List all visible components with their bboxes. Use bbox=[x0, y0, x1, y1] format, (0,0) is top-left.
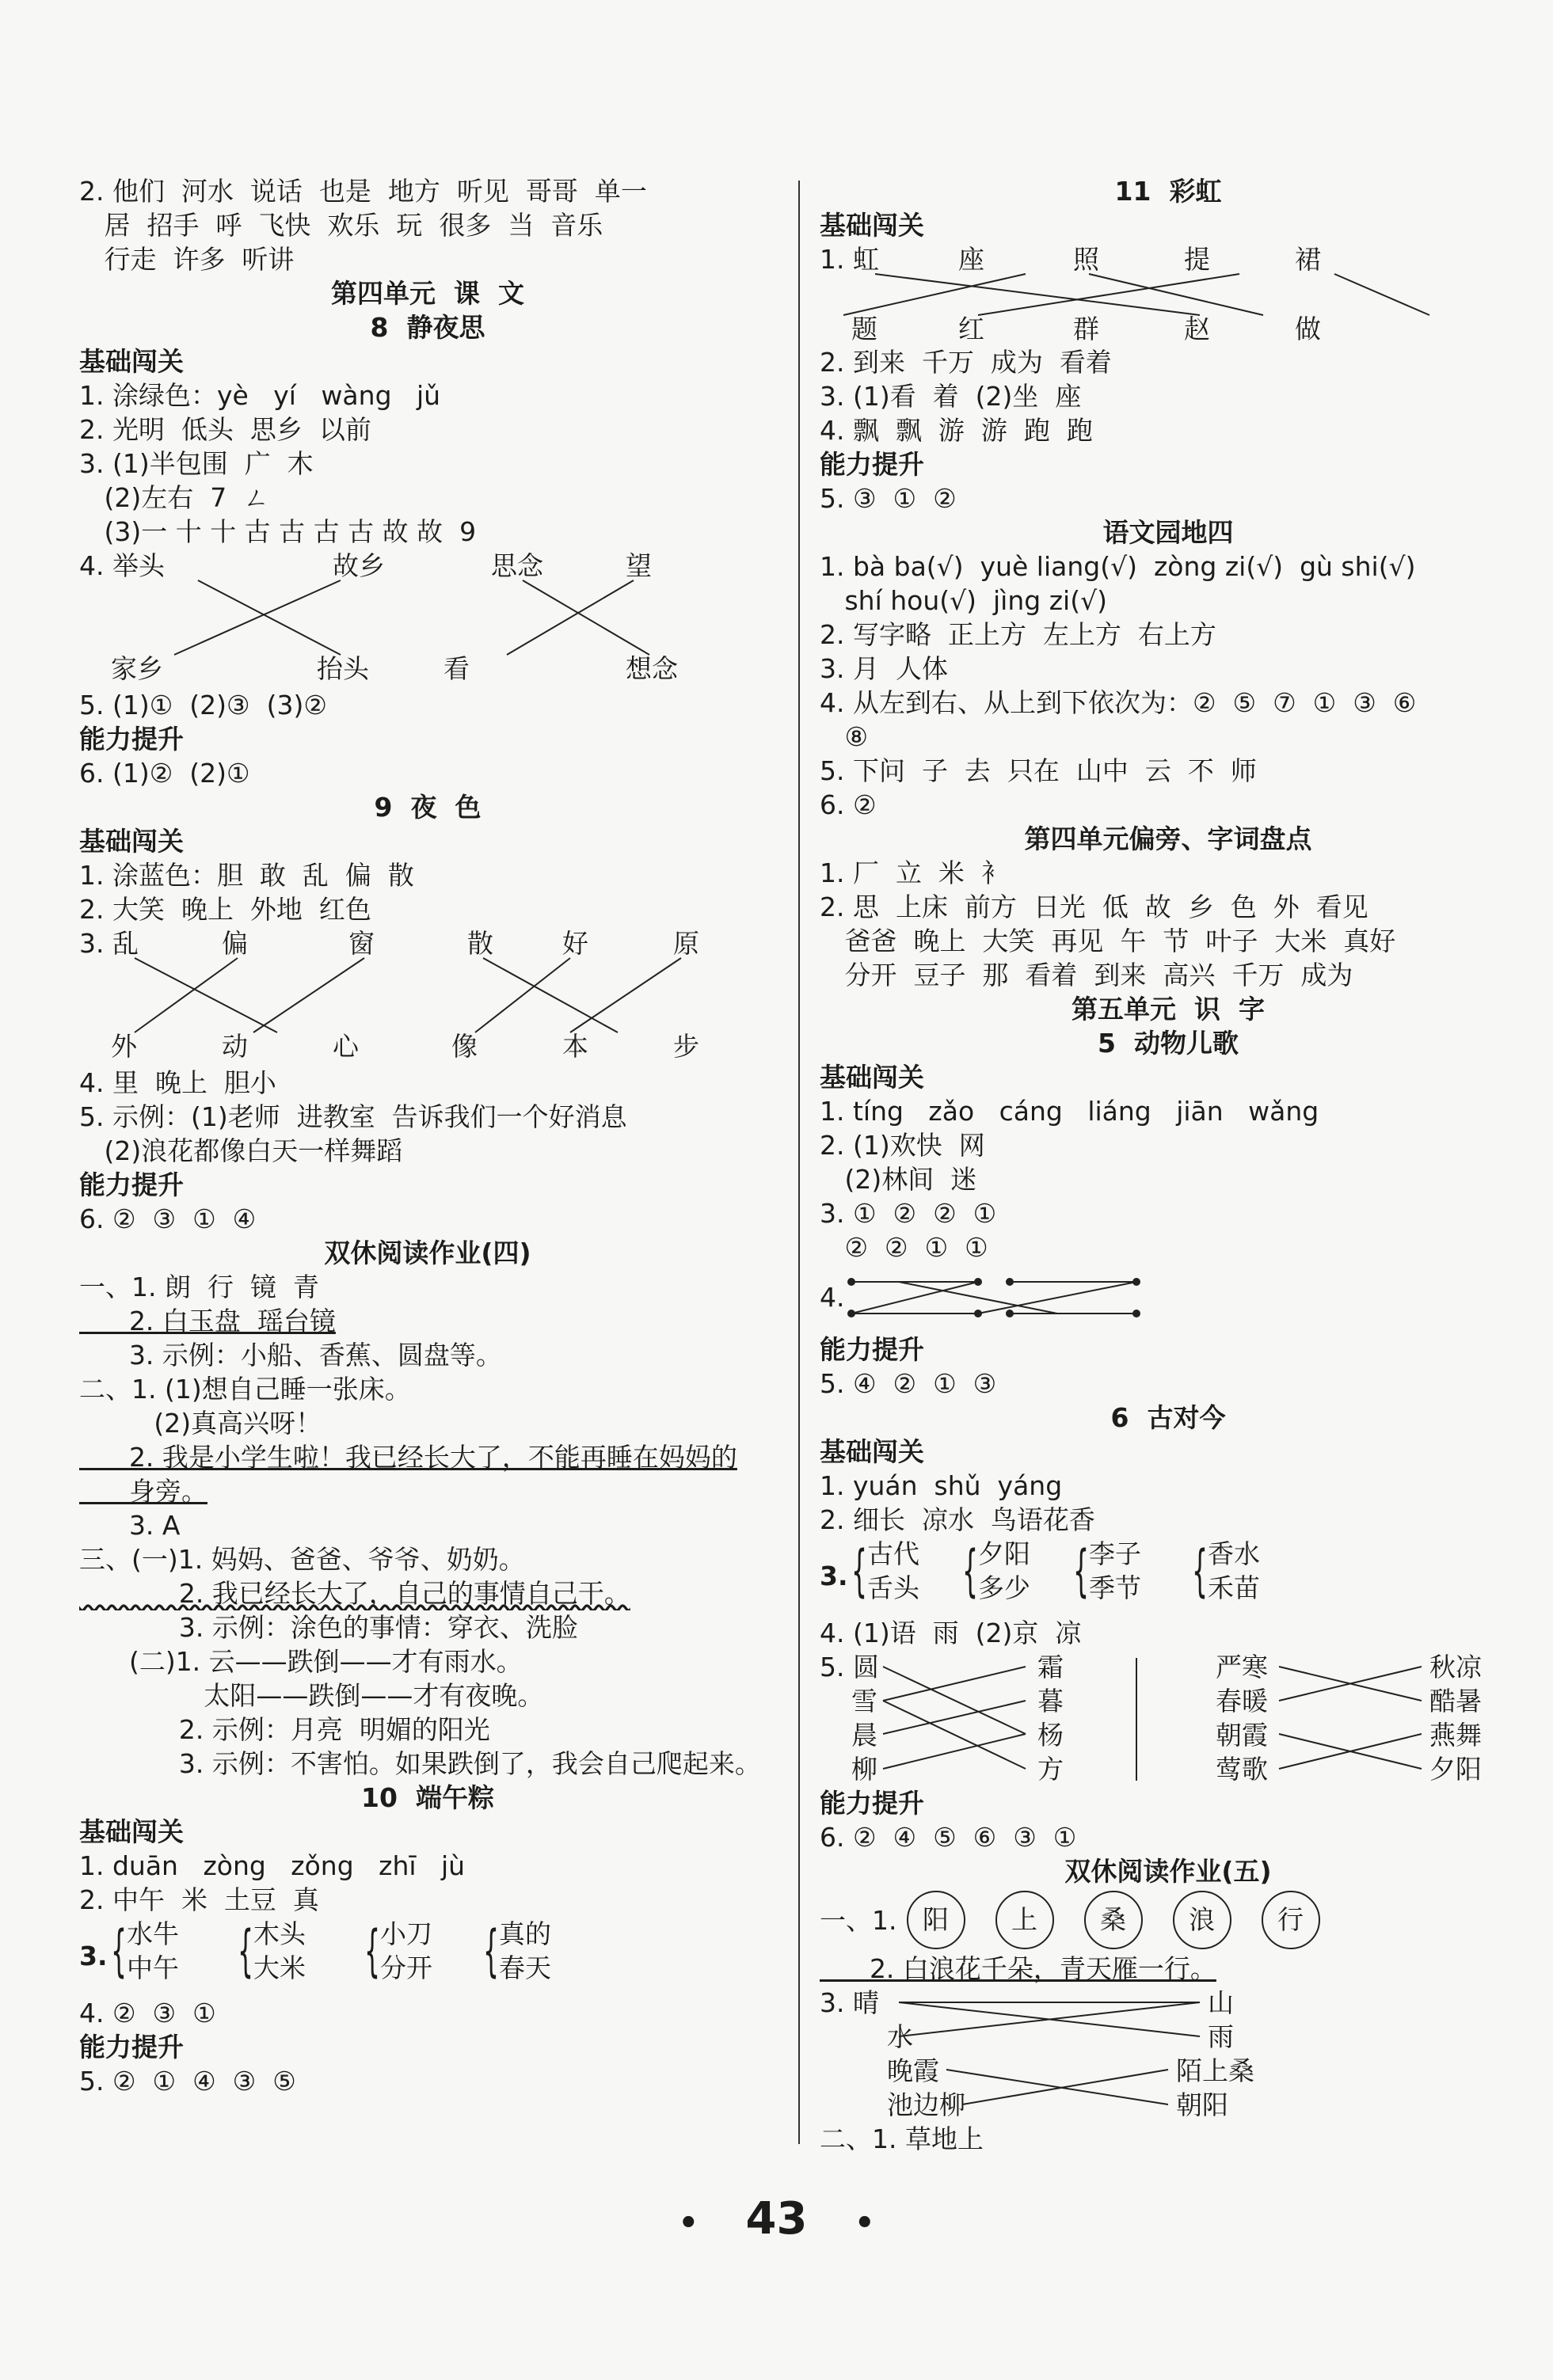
match-word: 照 bbox=[1073, 244, 1099, 275]
text-line: 3. 示例：不害怕。如果跌倒了，我会自己爬起来。 bbox=[79, 1748, 761, 1779]
text-line: 4. (1)语 雨 (2)京 凉 bbox=[820, 1618, 1082, 1648]
text-line: 3. 月 人体 bbox=[820, 653, 948, 684]
section-title: 语文园地四 bbox=[1102, 517, 1234, 548]
dot-matching bbox=[820, 1264, 1517, 1333]
text-line: (2)真高兴呀！ bbox=[79, 1408, 322, 1439]
match-word: 水 bbox=[887, 2021, 913, 2052]
matching-exercise bbox=[79, 926, 776, 1066]
text-line: 4. 里 晚上 胆小 bbox=[79, 1067, 276, 1098]
text-line: 2. 到来 千万 成为 看着 bbox=[820, 347, 1112, 378]
text-line: 2. 细长 凉水 鸟语花香 bbox=[820, 1504, 1095, 1535]
lesson-title: 5 动物儿歌 bbox=[1098, 1028, 1239, 1059]
match-word: 抬头 bbox=[317, 653, 369, 684]
match-word: 严寒 bbox=[1216, 1652, 1268, 1682]
match-word: 5. 圆 bbox=[820, 1652, 879, 1682]
text-line: 1. 涂蓝色：胆 敢 乱 偏 散 bbox=[79, 860, 414, 891]
text-line: 2. 白玉盘 瑶台镜 bbox=[79, 1306, 336, 1336]
page-number: 43 bbox=[745, 2193, 808, 2245]
text-line: 2. 我已经长大了，自己的事情自己干。 bbox=[79, 1578, 630, 1609]
match-word: 原 bbox=[673, 928, 699, 959]
section-title: 双休阅读作业(五) bbox=[1064, 1856, 1272, 1887]
text-line: 2. 白浪花千朵，青天雁一行。 bbox=[820, 1953, 1216, 1984]
match-word: 晚霞 bbox=[887, 2055, 939, 2086]
match-word: 故乡 bbox=[333, 550, 385, 581]
text-line: 身旁。 bbox=[79, 1476, 207, 1507]
bullet-dot: • bbox=[678, 2205, 699, 2241]
text-line: ② ② ① ① bbox=[820, 1232, 988, 1263]
matching-exercise bbox=[79, 549, 776, 688]
match-word: 思念 bbox=[491, 550, 543, 581]
circled-char: 浪 bbox=[1173, 1891, 1231, 1949]
match-word: 山 bbox=[1208, 1987, 1234, 2018]
text-line: 6. ② ④ ⑤ ⑥ ③ ① bbox=[820, 1822, 1077, 1853]
match-word: 酷暑 bbox=[1429, 1686, 1482, 1717]
match-word: 方 bbox=[1037, 1754, 1064, 1785]
match-word: 晨 bbox=[851, 1720, 877, 1751]
match-word: 提 bbox=[1184, 244, 1210, 275]
match-word: 3. 晴 bbox=[820, 1987, 879, 2018]
text-line: 2. 示例：月亮 明媚的阳光 bbox=[79, 1714, 490, 1745]
match-word: 看 bbox=[443, 653, 470, 684]
lesson-title: 9 夜 色 bbox=[374, 792, 482, 823]
text-line: 二、1. 草地上 bbox=[820, 2123, 984, 2154]
text-line: 2. 我是小学生啦！我已经长大了，不能再睡在妈妈的 bbox=[79, 1442, 737, 1473]
word-group: { 香水 禾苗 bbox=[1192, 1537, 1260, 1605]
text-line: 3. 示例：涂色的事情：穿衣、洗脸 bbox=[79, 1612, 578, 1643]
text-line: 6. ② ③ ① ④ bbox=[79, 1203, 257, 1234]
text-line: (二)1. 云——跌倒——才有雨水。 bbox=[79, 1646, 523, 1677]
page-number-footer bbox=[0, 2193, 1553, 2245]
text-line: 三、(一)1. 妈妈、爸爸、爷爷、奶奶。 bbox=[79, 1544, 525, 1575]
text-line: 6. ② bbox=[820, 789, 877, 820]
text-line: 1. 涂绿色：yè yí wàng jǔ bbox=[79, 380, 441, 411]
word-group: { 古代 舌头 bbox=[851, 1537, 919, 1605]
match-word: 想念 bbox=[626, 653, 678, 684]
match-word: 做 bbox=[1295, 314, 1321, 344]
text-line: 行走 许多 听讲 bbox=[79, 244, 295, 275]
text-line: 2. 大笑 晚上 外地 红色 bbox=[79, 894, 371, 925]
word-group: { 小刀 分开 bbox=[364, 1917, 432, 1985]
match-word: 秋凉 bbox=[1429, 1652, 1482, 1682]
lesson-title: 11 彩虹 bbox=[1114, 176, 1222, 207]
matching-lines bbox=[79, 926, 776, 1066]
match-word: 杨 bbox=[1037, 1720, 1064, 1751]
word-group: { 李子 季节 bbox=[1073, 1537, 1141, 1605]
text-line: 5. 示例：(1)老师 进教室 告诉我们一个好消息 bbox=[79, 1101, 627, 1132]
match-word: 柳 bbox=[851, 1754, 877, 1785]
text-line: 4. 飘 飘 游 游 跑 跑 bbox=[820, 415, 1093, 446]
text-line: 3. ① ② ② ① bbox=[820, 1198, 997, 1229]
matching-exercise bbox=[820, 1650, 1517, 1786]
text-line: 分开 豆子 那 看着 到来 高兴 千万 成为 bbox=[820, 960, 1353, 990]
text-line: 1. yuán shǔ yáng bbox=[820, 1470, 1063, 1501]
word-groups: 3. { 水牛 中午 { 木头 大米 { 小刀 分开 { 真的 春天 bbox=[79, 1917, 776, 1996]
word-groups: 3. { 古代 舌头 { 夕阳 多少 { 李子 季节 { 香水 禾苗 bbox=[820, 1537, 1517, 1616]
match-word: 莺歌 bbox=[1216, 1754, 1268, 1785]
text-line: 3. (1)看 着 (2)坐 座 bbox=[820, 381, 1082, 412]
match-word: 朝霞 bbox=[1216, 1720, 1268, 1751]
section-heading: 基础闯关 bbox=[820, 1062, 924, 1093]
match-word: 雨 bbox=[1208, 2021, 1234, 2052]
word-group: { 水牛 中午 bbox=[111, 1917, 179, 1985]
text-line: 5. ③ ① ② bbox=[820, 483, 957, 514]
match-word: 红 bbox=[958, 314, 984, 344]
text-line: 2. (1)欢快 网 bbox=[820, 1130, 985, 1161]
section-heading: 能力提升 bbox=[79, 2032, 184, 2063]
match-word: 心 bbox=[333, 1031, 359, 1062]
match-word: 燕舞 bbox=[1429, 1720, 1482, 1751]
text-line: 太阳——跌倒——才有夜晚。 bbox=[79, 1680, 544, 1711]
text-line: 3. 示例：小船、香蕉、圆盘等。 bbox=[79, 1340, 502, 1371]
circled-char: 行 bbox=[1262, 1891, 1320, 1949]
text-line: 4. ② ③ ① bbox=[79, 1998, 216, 2028]
column-divider bbox=[798, 181, 800, 2144]
match-word: 家乡 bbox=[111, 653, 163, 684]
text-line: 2. 思 上床 前方 日光 低 故 乡 色 外 看见 bbox=[820, 892, 1368, 922]
matching-lines bbox=[820, 1650, 1517, 1786]
match-word: 暮 bbox=[1037, 1686, 1064, 1717]
match-word: 陌上桑 bbox=[1176, 2055, 1254, 2086]
section-heading: 能力提升 bbox=[820, 1788, 924, 1819]
circled-char: 上 bbox=[995, 1891, 1054, 1949]
section-heading: 基础闯关 bbox=[79, 1816, 184, 1847]
match-word: 题 bbox=[851, 314, 877, 344]
text-line: 一、1. 朗 行 镜 青 bbox=[79, 1272, 319, 1302]
text-line: 2. 写字略 正上方 左上方 右上方 bbox=[820, 619, 1216, 650]
match-word: 座 bbox=[958, 244, 984, 275]
text-line: 5. ④ ② ① ③ bbox=[820, 1368, 997, 1399]
text-line: (2)林间 迷 bbox=[820, 1164, 977, 1195]
text-line: 6. (1)② (2)① bbox=[79, 758, 250, 789]
match-word: 望 bbox=[626, 550, 652, 581]
section-title: 双休阅读作业(四) bbox=[324, 1238, 531, 1268]
text-line: ⑧ bbox=[820, 721, 869, 752]
match-word: 朝阳 bbox=[1176, 2089, 1228, 2120]
matching-exercise bbox=[820, 1986, 1517, 2122]
match-word: 散 bbox=[467, 928, 493, 959]
section-heading: 基础闯关 bbox=[820, 210, 924, 241]
text-line: 1. duān zòng zǒng zhī jù bbox=[79, 1850, 466, 1881]
section-title: 第四单元偏旁、字词盘点 bbox=[1024, 823, 1312, 854]
word-group: { 木头 大米 bbox=[238, 1917, 306, 1985]
match-word: 3. 乱 bbox=[79, 928, 139, 959]
bullet-dot: • bbox=[854, 2205, 875, 2241]
section-heading: 基础闯关 bbox=[79, 826, 184, 857]
matching-lines bbox=[820, 242, 1517, 345]
text-line: 1. tíng zǎo cáng liáng jiān wǎng bbox=[820, 1096, 1319, 1127]
match-word: 雪 bbox=[851, 1686, 877, 1717]
text-line: (3)一 十 十 古 古 古 古 故 故 9 bbox=[79, 516, 477, 547]
match-word: 动 bbox=[222, 1031, 248, 1062]
section-heading: 基础闯关 bbox=[79, 346, 184, 377]
text-line: 3. (1)半包围 广 木 bbox=[79, 448, 314, 479]
match-word: 霜 bbox=[1037, 1652, 1064, 1682]
text-line: 4. 从左到右、从上到下依次为：② ⑤ ⑦ ① ③ ⑥ bbox=[820, 687, 1417, 718]
match-word: 4. 举头 bbox=[79, 550, 165, 581]
circled-characters: 一、1. 阳 上 桑 浪 行 bbox=[820, 1888, 1517, 1952]
match-word: 赵 bbox=[1184, 314, 1210, 344]
match-word: 裙 bbox=[1295, 244, 1321, 275]
lesson-title: 8 静夜思 bbox=[370, 312, 485, 343]
text-line: 爸爸 晚上 大笑 再见 午 节 叶子 大米 真好 bbox=[820, 926, 1396, 956]
match-word: 夕阳 bbox=[1429, 1754, 1482, 1785]
section-heading: 能力提升 bbox=[820, 1334, 924, 1365]
match-word: 春暖 bbox=[1216, 1686, 1268, 1717]
text-line: 3. A bbox=[79, 1510, 181, 1541]
text-line: 居 招手 呼 飞快 欢乐 玩 很多 当 音乐 bbox=[79, 210, 603, 241]
match-word: 好 bbox=[562, 928, 588, 959]
section-heading: 能力提升 bbox=[79, 724, 184, 755]
right-column bbox=[820, 174, 1517, 2156]
text-line: 1. 厂 立 米 衤 bbox=[820, 857, 1007, 888]
circled-char: 桑 bbox=[1084, 1891, 1143, 1949]
text-line: 5. 下问 子 去 只在 山中 云 不 师 bbox=[820, 755, 1257, 786]
match-word: 像 bbox=[451, 1031, 478, 1062]
lesson-title: 10 端午粽 bbox=[361, 1782, 494, 1813]
text-line: 二、1. (1)想自己睡一张床。 bbox=[79, 1374, 411, 1405]
word-group: { 真的 春天 bbox=[483, 1917, 551, 1985]
left-column bbox=[79, 174, 776, 2098]
text-line: 2. 中午 米 土豆 真 bbox=[79, 1884, 319, 1915]
text-line: (2)浪花都像白天一样舞蹈 bbox=[79, 1135, 403, 1166]
section-heading: 能力提升 bbox=[820, 449, 924, 480]
text-line: 2. 他们 河水 说话 也是 地方 听见 哥哥 单一 bbox=[79, 176, 647, 207]
match-word: 步 bbox=[673, 1031, 699, 1062]
text-line: (2)左右 7 ㄥ bbox=[79, 482, 270, 513]
match-word: 1. 虹 bbox=[820, 244, 879, 275]
word-group: { 夕阳 多少 bbox=[962, 1537, 1030, 1605]
match-word: 池边柳 bbox=[887, 2089, 965, 2120]
dot-matching-lines bbox=[820, 1264, 1517, 1333]
match-word: 窗 bbox=[348, 928, 375, 959]
text-line: 5. (1)① (2)③ (3)② bbox=[79, 690, 327, 720]
lesson-title: 6 古对今 bbox=[1110, 1402, 1226, 1433]
match-word: 外 bbox=[111, 1031, 137, 1062]
text-line: 5. ② ① ④ ③ ⑤ bbox=[79, 2066, 296, 2097]
circled-char: 阳 bbox=[907, 1891, 965, 1949]
matching-exercise bbox=[820, 242, 1517, 345]
text-line: 4. bbox=[820, 1282, 845, 1313]
match-word: 群 bbox=[1073, 314, 1099, 344]
text-line: shí hou(√) jìng zi(√) bbox=[820, 585, 1107, 616]
match-word: 偏 bbox=[222, 928, 248, 959]
text-line: 1. bà ba(√) yuè liang(√) zòng zi(√) gù shi(√) bbox=[820, 551, 1416, 582]
unit-title: 第五单元 识 字 bbox=[1071, 994, 1265, 1025]
unit-title: 第四单元 课 文 bbox=[331, 278, 524, 309]
section-heading: 能力提升 bbox=[79, 1169, 184, 1200]
text-line: 2. 光明 低头 思乡 以前 bbox=[79, 414, 371, 445]
match-word: 本 bbox=[562, 1031, 588, 1062]
section-heading: 基础闯关 bbox=[820, 1436, 924, 1467]
